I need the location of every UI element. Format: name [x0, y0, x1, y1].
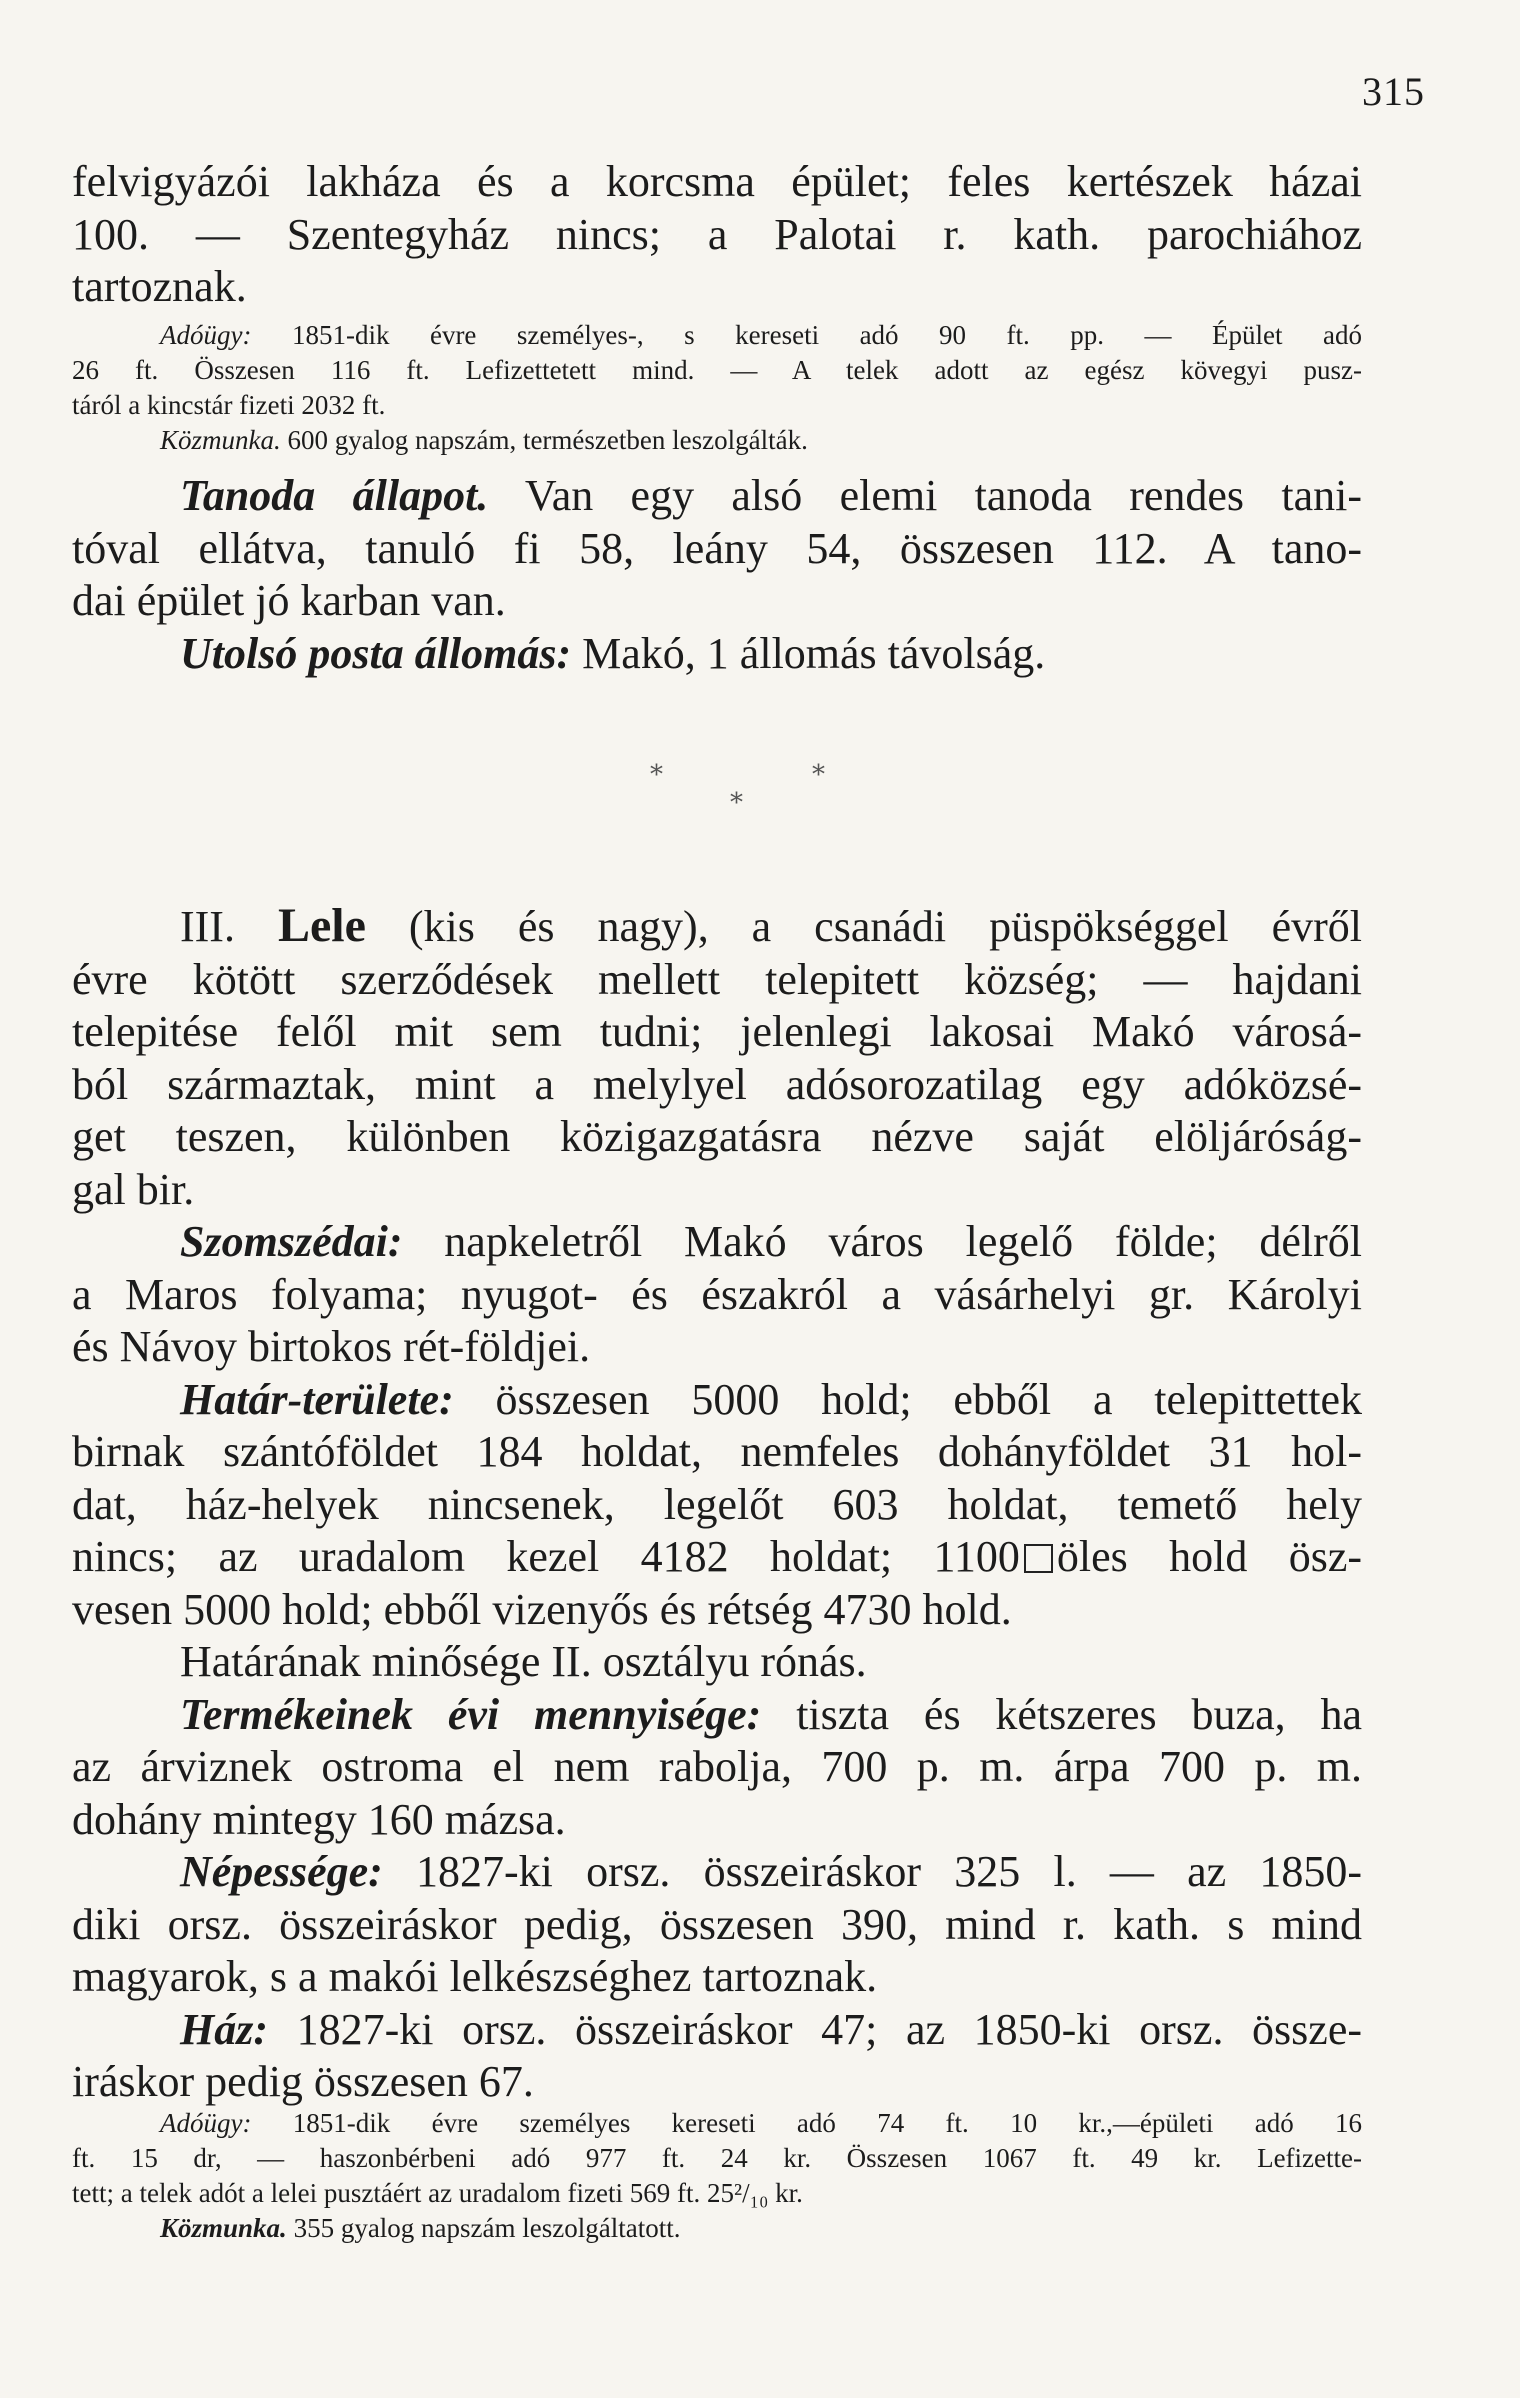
text-line: napkeletről Makó város legelő földe; délről	[444, 1217, 1362, 1266]
section-divider-stars	[72, 760, 1362, 820]
adougy-text: 1851-dik évre személyes-, s kereseti adó 90 ft. pp. — Épület adó	[291, 320, 1363, 350]
text-line: 100. — Szentegyház nincs; a Palotai r. kath. parochiához	[72, 209, 1362, 259]
paragraph-tanoda	[72, 470, 1362, 680]
kozmunka-text: 600 gyalog napszám, természetben leszolgálták.	[287, 425, 808, 455]
text-line: és Návoy birtokos rét-földjei.	[72, 1322, 591, 1371]
text-line: öles hold ösz-	[1056, 1532, 1363, 1581]
kozmunka-label: Közmunka.	[160, 2213, 287, 2243]
text-line: évre kötött szerződések mellett telepitett község; — hajdani	[72, 954, 1362, 1004]
text-line: nincs; az uradalom kezel 4182 holdat; 1100	[72, 1532, 1020, 1581]
kozmunka-text: 355 gyalog napszám leszolgáltatott.	[293, 2213, 681, 2243]
text-line: összesen 5000 hold; ebből a telepittettek	[495, 1374, 1362, 1424]
text-line: 1827-ki orsz. összeiráskor 325 l. — az 1850-	[416, 1847, 1362, 1896]
text-line: dai épület jó karban van.	[72, 576, 506, 625]
text-line: get teszen, különben közigazgatásra nézve saját elöljáróság-	[72, 1112, 1362, 1161]
text-line: felvigyázói lakháza és a korcsma épület; feles kertészek házai	[72, 157, 1362, 206]
text-line: iráskor pedig összesen 67.	[72, 2057, 534, 2106]
star-mark: *	[812, 760, 825, 790]
page-number: 315	[1362, 69, 1425, 114]
adougy-label: Adóügy:	[160, 2108, 252, 2138]
kozmunka-label: Közmunka.	[160, 425, 281, 455]
star-mark: *	[730, 788, 743, 818]
hatar-label: Határ-területe:	[180, 1374, 454, 1424]
text-line: tett; a telek adót a lelei pusztáért az uradalom fizeti 569 ft. 25²/₁₀ kr.	[72, 2178, 803, 2208]
text-line: táról a kincstár fizeti 2032 ft.	[72, 390, 386, 420]
text-line: diki orsz. összeiráskor pedig, összesen 390, mind r. kath. s mind	[72, 1899, 1362, 1949]
tanoda-label: Tanoda állapot.	[180, 471, 489, 520]
text-line: dohány mintegy 160 mázsa.	[72, 1794, 566, 1844]
text-line: a Maros folyama; nyugot- és északról a vásárhelyi gr. Károlyi	[72, 1269, 1362, 1319]
text-line: tiszta és kétszeres buza, ha	[796, 1689, 1362, 1739]
footnote-tax-2	[72, 2106, 1362, 2246]
text-line: Van egy alsó elemi tanoda rendes tani-	[524, 471, 1362, 520]
place-name: Lele	[277, 899, 366, 952]
posta-text: Makó, 1 állomás távolság.	[582, 628, 1046, 678]
adougy-text: 1851-dik évre személyes kereseti adó 74 ft. 10 kr.,—épületi adó 16	[292, 2108, 1363, 2138]
text-line: Határának minősége II. osztályu rónás.	[180, 1637, 867, 1686]
text-line: (kis és nagy), a csanádi püspökséggel évről	[408, 902, 1363, 951]
section-number: III.	[180, 902, 235, 951]
text-line: magyarok, s a makói lelkészséghez tartoznak.	[72, 1952, 878, 2001]
text-line: ft. 15 dr, — haszonbérbeni adó 977 ft. 24 kr. Összesen 1067 ft. 49 kr. Lefizette-	[72, 2143, 1362, 2173]
text-line: birnak szántóföldet 184 holdat, nemfeles dohányföldet 31 hol-	[72, 1427, 1362, 1476]
text-line: ból származtak, mint a melylyel adósorozatilag egy adóközsé-	[72, 1059, 1362, 1109]
text-line: dat, ház-helyek nincsenek, legelőt 603 holdat, temető hely	[72, 1479, 1362, 1529]
footnote-tax-1	[72, 318, 1362, 458]
text-line: vesen 5000 hold; ebből vizenyős és rétség 4730 hold.	[72, 1584, 1012, 1634]
text-line: az árviznek ostroma el nem rabolja, 700 p. m. árpa 700 p. m.	[72, 1742, 1362, 1791]
adougy-label: Adóügy:	[160, 320, 252, 350]
termekei-label: Termékeinek évi mennyisége:	[180, 1689, 762, 1739]
szomszedai-label: Szomszédai:	[180, 1217, 403, 1266]
text-line: gal bir.	[72, 1164, 195, 1214]
star-mark: *	[650, 760, 663, 790]
square-unit-icon	[1024, 1544, 1053, 1573]
paragraph-continuation	[72, 156, 1362, 314]
posta-label: Utolsó posta állomás:	[180, 628, 572, 678]
text-line: tóval ellátva, tanuló fi 58, leány 54, összesen 112. A tano-	[72, 523, 1362, 573]
nepesseg-label: Népessége:	[180, 1847, 383, 1896]
paragraph-lele	[72, 900, 1362, 2109]
text-line: telepitése felől mit sem tudni; jelenlegi lakosai Makó városá-	[72, 1007, 1362, 1056]
haz-label: Ház:	[180, 2004, 268, 2054]
text-line: 26 ft. Összesen 116 ft. Lefizettetett mind. — A telek adott az egész kövegyi pusz-	[72, 355, 1362, 385]
text-line: tartoznak.	[72, 262, 247, 311]
text-line: 1827-ki orsz. összeiráskor 47; az 1850-ki orsz. össze-	[296, 2004, 1363, 2054]
